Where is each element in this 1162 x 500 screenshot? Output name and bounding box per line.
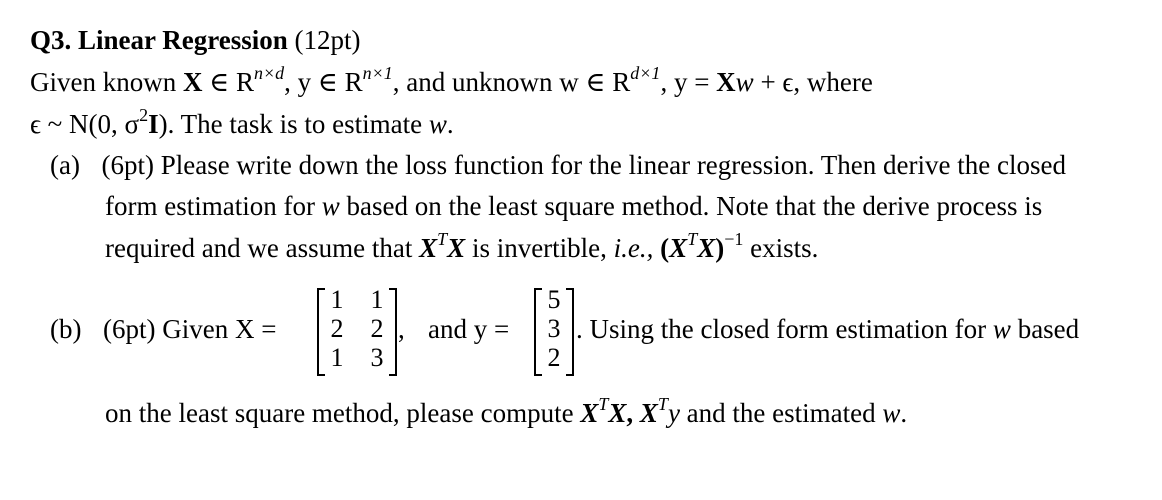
part-b-last-X: X <box>580 398 599 428</box>
intro-comma2: , <box>660 67 668 97</box>
intro-w: w ∈ R <box>559 67 631 97</box>
intro-rest: ). The task is to estimate <box>158 109 423 139</box>
part-a-line-1 <box>50 149 1066 181</box>
vector-y-cell: 2 <box>547 343 561 372</box>
part-b-last-text-a: on the least square method, please compute <box>105 398 574 428</box>
intro-dim3: d×1 <box>630 63 661 83</box>
part-b-using-w: w <box>992 314 1011 344</box>
part-a-paren-open: ( <box>660 233 670 263</box>
part-b-using-text-a: . Using the closed form estimation for <box>576 314 987 344</box>
part-a-X2: X <box>447 233 466 263</box>
part-b-last-period: . <box>900 398 908 428</box>
intro-period: . <box>446 109 454 139</box>
vector-y <box>534 286 574 376</box>
question-number: Q3. <box>30 25 72 55</box>
matrix-X-cell: 1 <box>370 285 384 314</box>
intro-model-y: y = <box>673 67 710 97</box>
part-b-last-text-b: and the estimated <box>686 398 876 428</box>
part-a-T2: T <box>687 229 698 249</box>
part-b-last-w: w <box>882 398 901 428</box>
intro-dim2: n×1 <box>362 63 393 83</box>
part-a-inv: −1 <box>724 229 744 249</box>
part-b-using <box>576 313 1079 345</box>
intro-and-unknown: , and unknown <box>392 67 553 97</box>
part-b-line-1 <box>50 313 276 345</box>
intro-sq: 2 <box>139 105 149 125</box>
part-a-label: (a) <box>50 150 80 180</box>
intro-given: Given known <box>30 67 177 97</box>
matrix-X-cell: 2 <box>330 314 344 343</box>
intro-model-X: X <box>716 67 736 97</box>
part-a-X4: X <box>697 233 716 263</box>
part-b-last-T: T <box>598 394 609 414</box>
part-a-ie: i.e., <box>613 233 654 263</box>
matrix-X-right-bracket <box>389 288 397 376</box>
part-a-line-3 <box>105 229 819 264</box>
matrix-X-cell: 3 <box>370 343 384 372</box>
part-a-text-2b: based on the least square method. Note that the derive process is <box>346 191 1043 221</box>
part-b-given-X: Given X = <box>162 314 277 344</box>
question-points: (12pt) <box>294 25 361 55</box>
intro-eps: ϵ ~ N(0, σ <box>30 109 140 139</box>
vector-y-left-bracket <box>534 288 542 376</box>
intro-comma1: , <box>284 67 291 97</box>
question-heading <box>30 24 361 56</box>
part-a-text-2a: form estimation for <box>105 191 315 221</box>
vector-y-cell: 3 <box>547 314 561 343</box>
part-b-last-line <box>105 394 908 429</box>
part-a-X3: X <box>669 233 688 263</box>
vector-y-cell: 5 <box>547 285 561 314</box>
part-b-and-y: and y = <box>428 314 510 344</box>
matrix-X-left-bracket <box>317 288 325 376</box>
vector-y-right-bracket <box>566 288 574 376</box>
intro-estimate-w: w <box>428 109 447 139</box>
part-b-last-T2: T <box>657 394 668 414</box>
intro-in1: ∈ R <box>209 67 254 97</box>
part-a-text-1: Please write down the loss function for the linear regression. Then derive the closed <box>160 150 1066 180</box>
matrix-X-cell: 1 <box>330 285 344 314</box>
part-a-text-3b: is invertible, <box>471 233 607 263</box>
intro-X: X <box>182 67 203 97</box>
part-a-line-2 <box>105 190 1042 222</box>
part-b-label: (b) <box>50 314 82 344</box>
part-b-using-text-b: based <box>1017 314 1080 344</box>
question-title: Linear Regression <box>78 25 288 55</box>
part-a-text-3a: required and we assume that <box>105 233 413 263</box>
matrix-X-cell: 2 <box>370 314 384 343</box>
intro-model-rest: + ϵ, where <box>760 67 873 97</box>
part-b-comma: , <box>398 314 405 344</box>
intro-line-1 <box>30 63 873 98</box>
intro-dim1: n×d <box>253 63 285 83</box>
intro-line-2 <box>30 105 454 140</box>
part-b-last-X3: X <box>639 398 658 428</box>
part-a-T: T <box>437 229 448 249</box>
part-a-X: X <box>419 233 438 263</box>
part-a-points: (6pt) <box>101 150 154 180</box>
part-b-last-X2: X <box>608 398 627 428</box>
matrix-X-cell: 1 <box>330 343 344 372</box>
intro-model-w: w <box>735 67 754 97</box>
part-b-last-comma: , <box>626 398 634 428</box>
part-a-w: w <box>321 191 340 221</box>
intro-I: I <box>148 109 159 139</box>
part-a-paren-close: ) <box>715 233 725 263</box>
matrix-X <box>317 286 397 376</box>
intro-y: y ∈ R <box>297 67 363 97</box>
part-a-text-3c: exists. <box>750 233 819 263</box>
part-b-last-y: y <box>667 398 680 428</box>
part-b-points: (6pt) <box>102 314 156 344</box>
